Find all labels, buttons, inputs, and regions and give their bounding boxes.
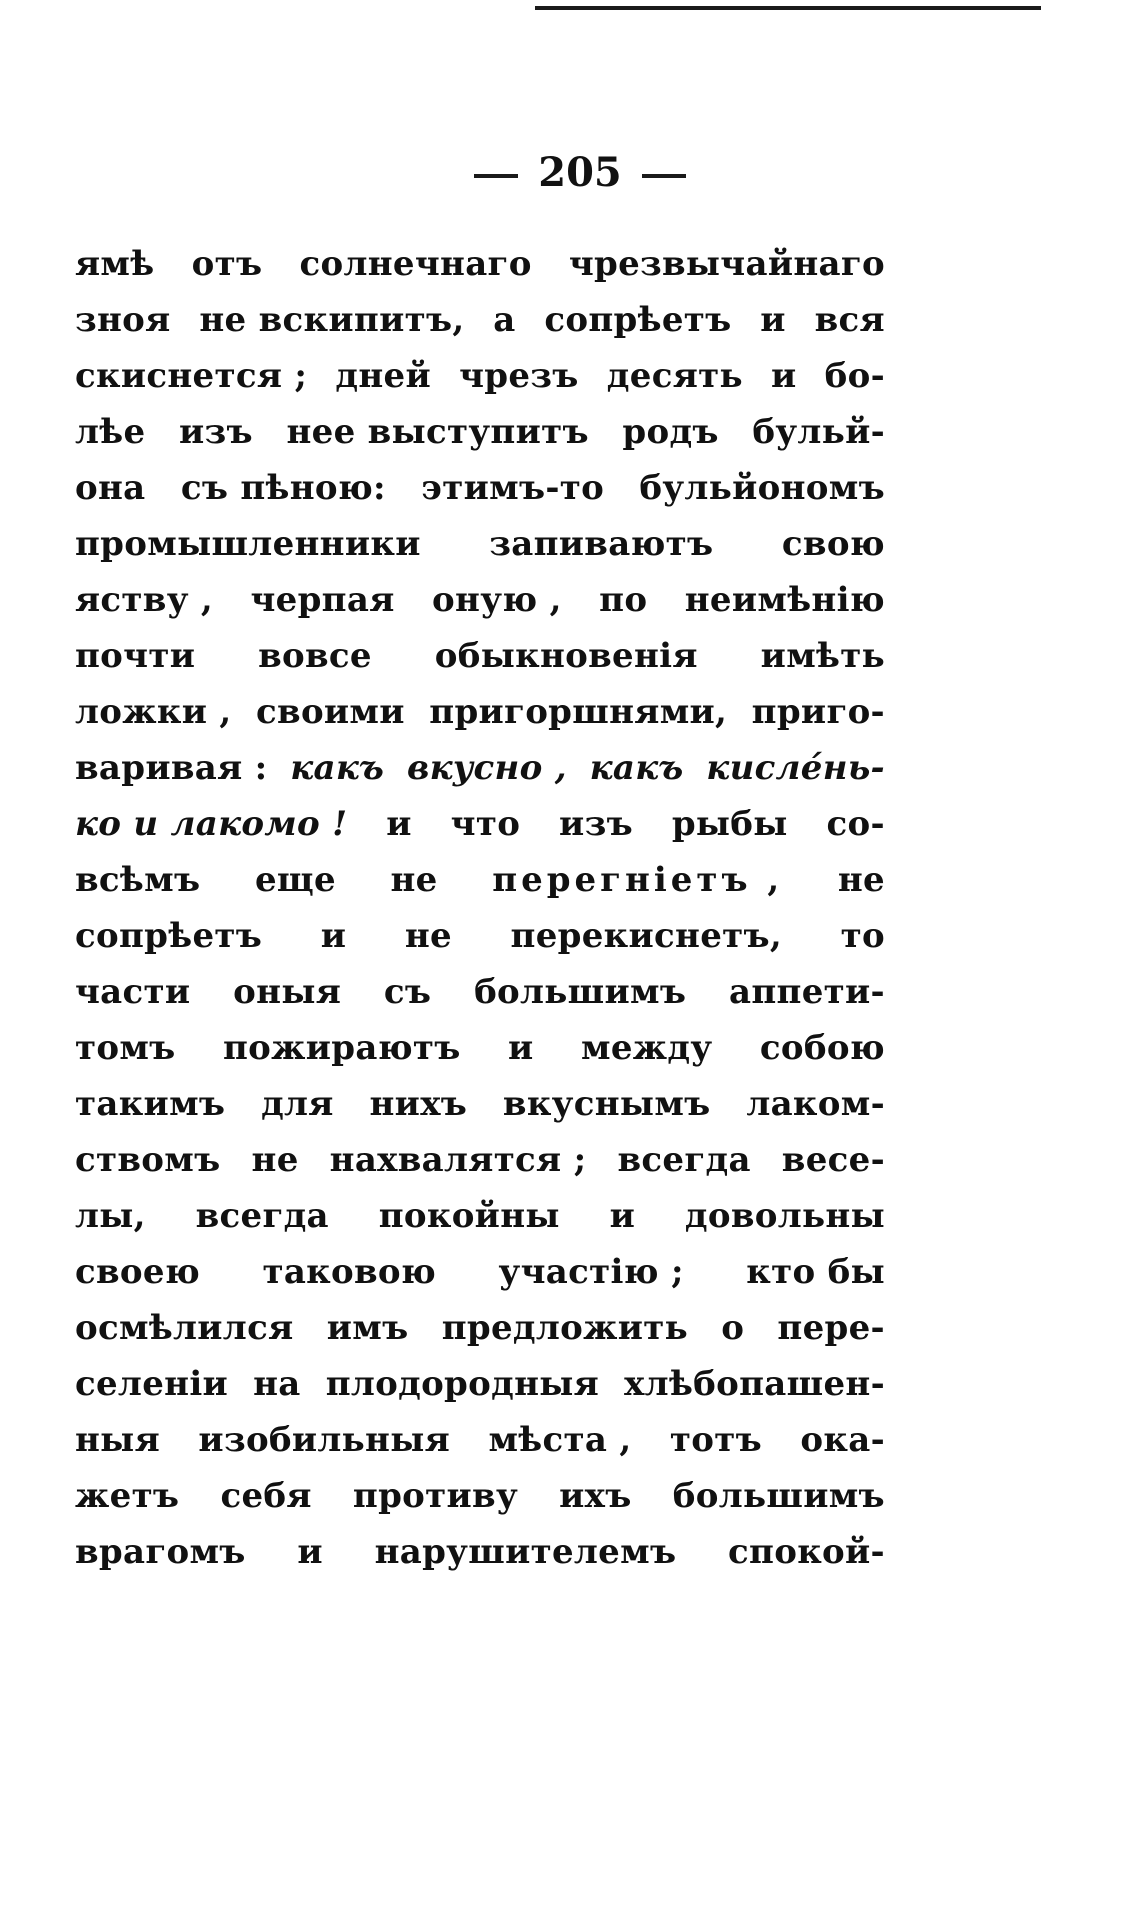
word: ока- <box>800 1420 885 1460</box>
word: перегніетъ , <box>492 860 784 900</box>
word: о <box>721 1308 745 1348</box>
text-line <box>75 236 885 292</box>
word: яству , <box>75 580 214 620</box>
word: ложки , <box>75 692 232 732</box>
word: всегда <box>195 1196 329 1236</box>
text-line <box>75 1020 885 1076</box>
word: своею <box>75 1252 200 1292</box>
word: зноя <box>75 300 171 340</box>
text-line <box>75 1356 885 1412</box>
word: бульй- <box>752 412 885 452</box>
word: участію ; <box>498 1252 684 1292</box>
word: и <box>760 300 786 340</box>
text-line <box>75 516 885 572</box>
word: ямѣ <box>75 244 155 284</box>
word: а <box>493 300 516 340</box>
word: черпая <box>250 580 395 620</box>
word: плодородныя <box>325 1364 600 1404</box>
word: пожираютъ <box>222 1028 461 1068</box>
word: лы, <box>75 1196 146 1236</box>
text-line <box>75 1412 885 1468</box>
word: и <box>609 1196 636 1236</box>
word: ко и лакомо ! <box>75 804 348 844</box>
text-line <box>75 404 885 460</box>
word: части <box>75 972 191 1012</box>
word: не <box>837 860 885 900</box>
text-line <box>75 796 885 852</box>
word: пере- <box>777 1308 885 1348</box>
text-line <box>75 1468 885 1524</box>
word: еще <box>254 860 336 900</box>
word: дней <box>335 356 431 396</box>
word: промышленники <box>75 524 421 564</box>
word: чрезвычайнаго <box>568 244 885 284</box>
word: кто бы <box>746 1252 885 1292</box>
word: ихъ <box>559 1476 632 1516</box>
word: изобильныя <box>198 1420 451 1460</box>
word: тотъ <box>669 1420 762 1460</box>
word: сопрѣетъ <box>544 300 732 340</box>
body-text <box>75 236 885 1580</box>
word: со- <box>826 804 885 844</box>
word: чрезъ <box>459 356 579 396</box>
word: изъ <box>559 804 633 844</box>
word: почти <box>75 636 196 676</box>
word: оныя <box>233 972 342 1012</box>
word: изъ <box>178 412 253 452</box>
word: хлѣбопашен- <box>624 1364 885 1404</box>
word: не <box>251 1140 299 1180</box>
word: мѣста , <box>488 1420 632 1460</box>
word: таковою <box>262 1252 437 1292</box>
text-line <box>75 1524 885 1580</box>
word: и <box>508 1028 534 1068</box>
word: покойны <box>378 1196 560 1236</box>
text-line <box>75 572 885 628</box>
word: то <box>840 916 885 956</box>
word: скиснется ; <box>75 356 308 396</box>
word: сопрѣетъ <box>75 916 263 956</box>
word: и <box>297 1532 323 1572</box>
right-dash <box>642 174 686 178</box>
word: отъ <box>191 244 263 284</box>
text-line <box>75 1300 885 1356</box>
word: противу <box>352 1476 519 1516</box>
word: лѣе <box>75 412 146 452</box>
text-line <box>75 460 885 516</box>
word: осмѣлился <box>75 1308 294 1348</box>
text-line <box>75 292 885 348</box>
word: не вскипитъ, <box>199 300 465 340</box>
word: и <box>386 804 412 844</box>
word: свою <box>781 524 885 564</box>
word: довольны <box>684 1196 885 1236</box>
word: спокой- <box>728 1532 885 1572</box>
text-line <box>75 684 885 740</box>
word: большимъ <box>474 972 687 1012</box>
word: вовсе <box>258 636 372 676</box>
text-line <box>75 852 885 908</box>
word: аппети- <box>729 972 885 1012</box>
word: рыбы <box>671 804 788 844</box>
word: предложить <box>441 1308 688 1348</box>
word: нее выступитъ <box>286 412 589 452</box>
word: приго- <box>751 692 885 732</box>
word: ныя <box>75 1420 160 1460</box>
text-line <box>75 908 885 964</box>
word: лаком- <box>746 1084 885 1124</box>
word: имъ <box>326 1308 409 1348</box>
page-number: 205 <box>538 149 622 196</box>
word: для <box>261 1084 334 1124</box>
word: оную , <box>432 580 562 620</box>
word: между <box>581 1028 713 1068</box>
word: не <box>404 916 452 956</box>
word: вкусно , <box>406 748 567 788</box>
top-rule <box>535 6 1041 10</box>
text-line <box>75 1188 885 1244</box>
word: солнечнаго <box>299 244 532 284</box>
word: селеніи <box>75 1364 229 1404</box>
word: родъ <box>622 412 719 452</box>
text-line <box>75 628 885 684</box>
word: собою <box>759 1028 885 1068</box>
text-line <box>75 964 885 1020</box>
word: нарушителемъ <box>374 1532 677 1572</box>
word: весе- <box>781 1140 885 1180</box>
word: этимъ-то <box>421 468 605 508</box>
word: вкуснымъ <box>502 1084 711 1124</box>
word: обыкновенія <box>434 636 698 676</box>
word: какъ <box>589 748 684 788</box>
word: варивая : <box>75 748 268 788</box>
word: нахвалятся ; <box>329 1140 587 1180</box>
word: десять <box>606 356 743 396</box>
word: на <box>253 1364 301 1404</box>
word: имѣть <box>760 636 885 676</box>
word: себя <box>220 1476 312 1516</box>
word: жетъ <box>75 1476 180 1516</box>
word: бо- <box>824 356 885 396</box>
word: всѣмъ <box>75 860 201 900</box>
word: и <box>770 356 797 396</box>
word: нихъ <box>369 1084 468 1124</box>
text-line <box>75 1244 885 1300</box>
word: неимѣнію <box>684 580 885 620</box>
word: большимъ <box>672 1476 885 1516</box>
word: что <box>450 804 521 844</box>
word: бульйономъ <box>639 468 885 508</box>
word: кисле́нь- <box>706 748 885 788</box>
word: запиваютъ <box>489 524 714 564</box>
text-line <box>75 1076 885 1132</box>
word: она <box>75 468 146 508</box>
text-line <box>75 1132 885 1188</box>
word: врагомъ <box>75 1532 246 1572</box>
word: пригоршнями, <box>429 692 728 732</box>
word: всегда <box>617 1140 751 1180</box>
word: перекиснетъ, <box>510 916 783 956</box>
word: по <box>599 580 648 620</box>
word: съ <box>383 972 432 1012</box>
text-line <box>75 348 885 404</box>
word: вся <box>814 300 885 340</box>
page-header <box>0 148 1140 198</box>
text-line <box>75 740 885 796</box>
word: своими <box>256 692 405 732</box>
word: какъ <box>290 748 385 788</box>
left-dash <box>474 174 518 178</box>
word: такимъ <box>75 1084 226 1124</box>
word: не <box>390 860 438 900</box>
word: съ пѣною: <box>180 468 386 508</box>
word: томъ <box>75 1028 176 1068</box>
word: и <box>320 916 347 956</box>
word: ствомъ <box>75 1140 221 1180</box>
